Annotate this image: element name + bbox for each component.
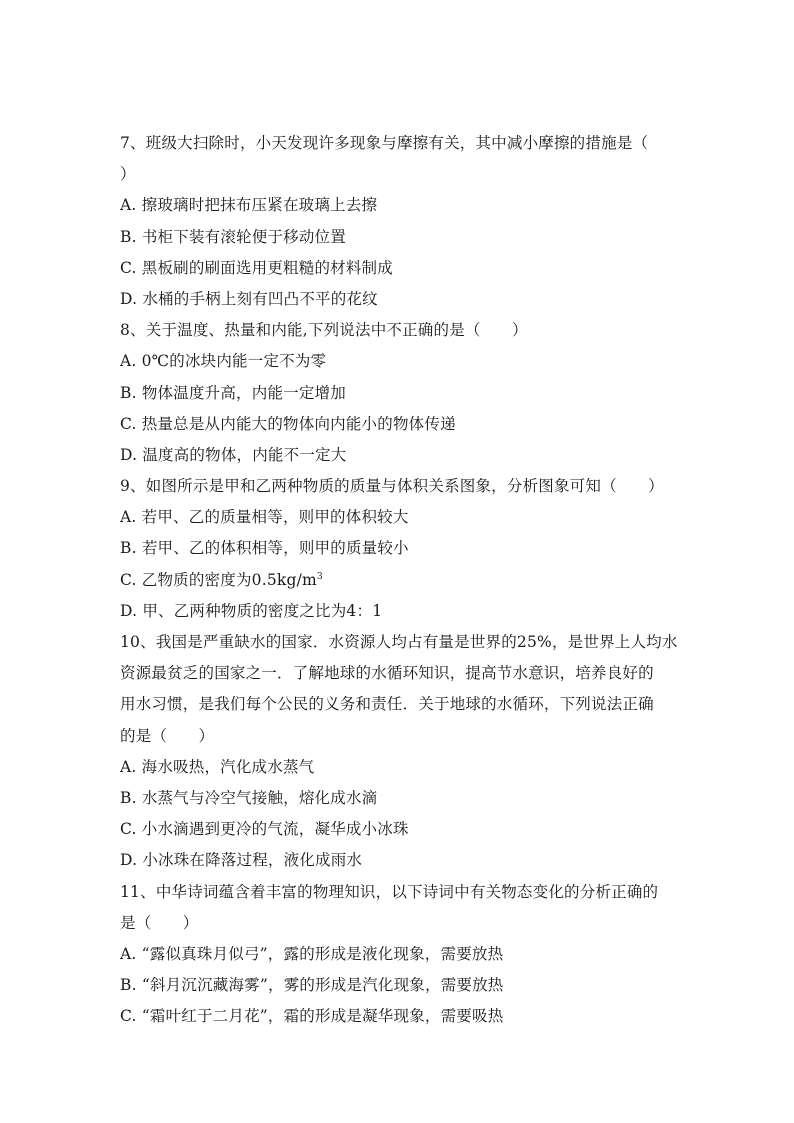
- option-c: C. 热量总是从内能大的物体向内能小的物体传递: [120, 414, 456, 433]
- question-list: [120, 128, 680, 1032]
- option-a: A. 擦玻璃时把抹布压紧在玻璃上去擦: [120, 196, 378, 215]
- option-b: B. 物体温度升高，内能一定增加: [120, 383, 346, 402]
- question-9: [120, 471, 680, 627]
- option-d: D. 水桶的手柄上刻有凹凸不平的花纹: [120, 289, 378, 308]
- question-8: [120, 315, 680, 471]
- question-stem-line: 是（ ）: [120, 913, 199, 932]
- option-c: C. “霜叶红于二月花”，霜的形成是凝华现象，需要吸热: [120, 1007, 504, 1026]
- option-a: A. 若甲、乙的质量相等，则甲的体积较大: [120, 508, 409, 527]
- option-c-text: C. 乙物质的密度为0.5kg/m: [120, 570, 317, 589]
- option-b: B. 若甲、乙的体积相等，则甲的质量较小: [120, 539, 409, 558]
- option-b: B. 水蒸气与冷空气接触，熔化成水滴: [120, 788, 378, 807]
- question-stem-line: 资源最贫乏的国家之一．了解地球的水循环知识，提高节水意识，培养良好的: [120, 664, 654, 683]
- question-stem-line: ）: [120, 165, 136, 184]
- option-c: C. 黑板刷的刷面选用更粗糙的材料制成: [120, 258, 393, 277]
- option-a: A. 海水吸热，汽化成水蒸气: [120, 757, 315, 776]
- option-a: A. “露似真珠月似弓”，露的形成是液化现象，需要放热: [120, 944, 504, 963]
- question-7: [120, 128, 680, 315]
- option-d: D. 甲、乙两种物质的密度之比为4：1: [120, 601, 383, 620]
- question-stem-line: 用水习惯，是我们每个公民的义务和责任．关于地球的水循环，下列说法正确: [120, 695, 654, 714]
- option-d: D. 小冰珠在降落过程，液化成雨水: [120, 851, 363, 870]
- question-stem-line: 7、班级大扫除时，小天发现许多现象与摩擦有关，其中减小摩擦的措施是（: [120, 134, 649, 152]
- option-a: A. 0℃的冰块内能一定不为零: [120, 352, 327, 371]
- question-stem-line: 11、中华诗词蕴含着丰富的物理知识，以下诗词中有关物态变化的分析正确的: [120, 882, 659, 901]
- option-b: B. 书柜下装有滚轮便于移动位置: [120, 227, 346, 246]
- option-d: D. 温度高的物体，内能不一定大: [120, 445, 347, 464]
- question-11: [120, 877, 680, 1033]
- question-10: [120, 627, 680, 877]
- option-b: B. “斜月沉沉藏海雾”，雾的形成是汽化现象，需要放热: [120, 976, 504, 995]
- question-stem-line: 8、关于温度、热量和内能,下列说法中不正确的是（ ）: [120, 321, 528, 340]
- unit-superscript: 3: [316, 571, 323, 582]
- option-c: C. 小水滴遇到更冷的气流，凝华成小冰珠: [120, 820, 409, 839]
- question-stem-line: 10、我国是严重缺水的国家．水资源人均占有量是世界的25%，是世界上人均水: [120, 633, 678, 651]
- question-stem-line: 的是（ ）: [120, 726, 215, 745]
- option-c: [120, 565, 680, 596]
- question-stem-line: 9、如图所示是甲和乙两种物质的质量与体积关系图象，分析图象可知（ ）: [120, 477, 664, 496]
